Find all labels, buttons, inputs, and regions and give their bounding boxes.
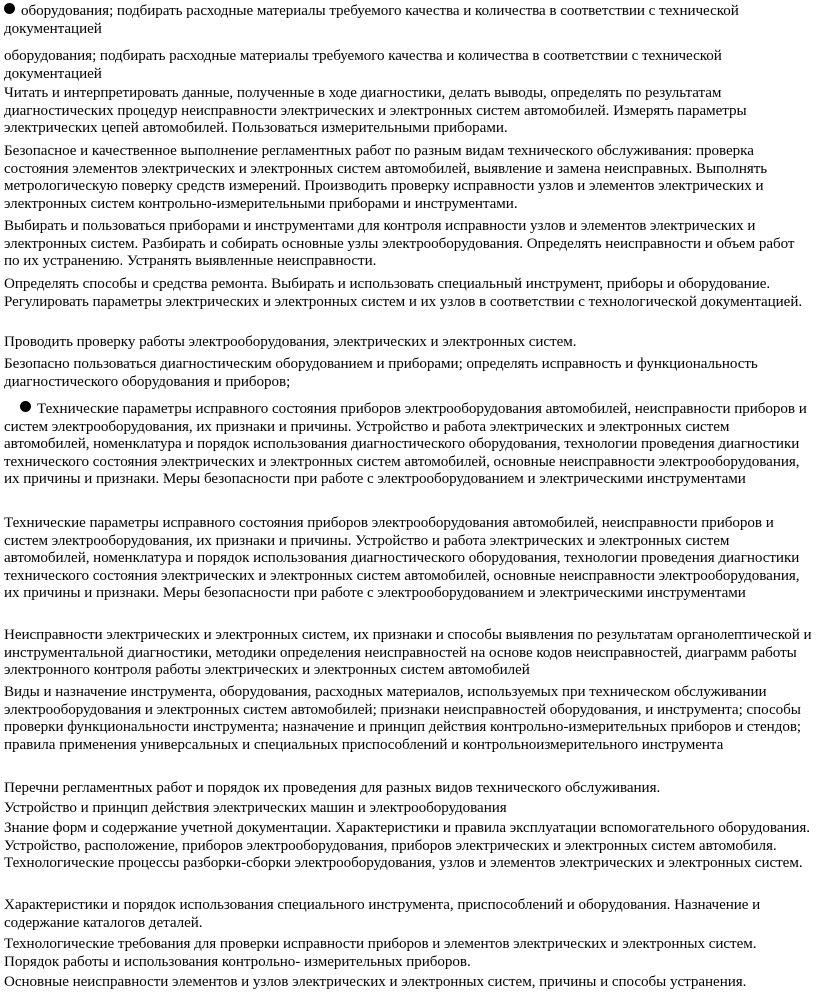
paragraph-s1-2: оборудования; подбирать расходные материалы требуемого качества и количества в соответствии с технической документацией xyxy=(4,48,722,82)
paragraph-text: оборудования; подбирать расходные материалы требуемого качества и количества в соответствии с технической документацией xyxy=(4,3,739,37)
paragraph-s1-3: Читать и интерпретировать данные, полученные в ходе диагностики, делать выводы, определять по результатам диагностических процедур неисправности электрических и электронных систем автомобилей. Измерять параметры электрических цепей автомобилей. Пользоваться измерительными приборами. xyxy=(4,85,747,137)
paragraph-s1-5: Выбирать и пользоваться приборами и инструментами для контроля исправности узлов и элементов электрических и электронных систем. Разбирать и собирать основные узлы электрооборудования. Определять неисправности и объем работ по их устранению. Устранять выявленные неисправности. xyxy=(4,218,795,270)
paragraph-s2-4: Виды и назначение инструмента, оборудования, расходных материалов, используемых при техническом обслуживании электрооборудования и электронных систем автомобилей; признаки неисправностей оборудования, и инструмента; способы проверки функциональности инструмента; назначение и принцип действия контрольно-измерительных приборов и стендов; правила применения универсальных и специальных приспособлений и контрольноизмерительного инструмента xyxy=(4,684,802,753)
bullet-dot-icon xyxy=(4,3,15,14)
paragraph-s1-1 xyxy=(4,3,812,38)
paragraph-s1-6: Определять способы и средства ремонта. Выбирать и использовать специальный инструмент, приборы и оборудование. Регулировать параметры электрических и электронных систем и их узлов в соответствии с технологической документацией. xyxy=(4,276,803,310)
paragraph-s2-10: Основные неисправности элементов и узлов электрических и электронных систем, причины и способы устранения. xyxy=(4,974,747,990)
paragraph-s2-2: Технические параметры исправного состояния приборов электрооборудования автомобилей, неисправности приборов и систем электрооборудования, их признаки и причины. Устройство и работа электрических и электронных систем автомобилей, номенклатура и порядок использования диагностического оборудования, технологии проведения диагностики технического состояния электрических и электронных систем автомобилей, основные неисправности электрооборудования, их причины и признаки. Меры безопасности при работе с электрооборудованием и электрическими инструментами xyxy=(4,515,800,602)
paragraph-s2-9: Технологические требования для проверки исправности приборов и элементов электрических и электронных систем. Порядок работы и использования контрольно- измерительных приборов. xyxy=(4,936,757,970)
paragraph-s1-7: Проводить проверку работы электрооборудования, электрических и электронных систем. xyxy=(4,334,577,350)
paragraph-s1-8: Безопасно пользоваться диагностическим оборудованием и приборами; определять исправность и функциональность диагностического оборудования и приборов; xyxy=(4,356,758,390)
paragraph-s1-4: Безопасное и качественное выполнение регламентных работ по разным видам технического обслуживания: проверка состояния элементов электрических и электронных систем автомобилей, выявление и замена неисправных. Выполнять метрологическую поверку средств измерений. Производить проверку исправности узлов и элементов электрических и электронных систем контрольно-измерительными приборами и инструментами. xyxy=(4,143,768,212)
paragraph-s2-3: Неисправности электрических и электронных систем, их признаки и способы выявления по результатам органолептической и инструментальной диагностики, методики определения неисправностей на основе кодов неисправностей, диаграмм работы электронного контроля работы электрических и электронных систем автомобилей xyxy=(4,627,812,679)
paragraph-s2-5: Перечни регламентных работ и порядок их проведения для разных видов технического обслуживания. xyxy=(4,780,661,796)
paragraph-text: Технические параметры исправного состояния приборов электрооборудования автомобилей, неисправности приборов и систем электрооборудования, их признаки и причины. Устройство и работа электрических и электронных систем автомобилей, номенклатура и порядок использования диагностического оборудования, технологии проведения диагностики технического состояния электрических и электронных систем автомобилей, основные неисправности электрооборудования, их причины и признаки. Меры безопасности при работе с электрооборудованием и электрическими инструментами xyxy=(4,401,807,488)
paragraph-s2-6: Устройство и принцип действия электрических машин и электрооборудования xyxy=(4,800,507,816)
paragraph-s2-7: Знание форм и содержание учетной документации. Характеристики и правила эксплуатации вспомогательного оборудования. Устройство, расположение, приборов электрооборудования, приборов электрических и электронных систем автомобиля. Технологические процессы разборки-сборки электрооборудования, узлов и элементов электрических и электронных систем. xyxy=(4,820,811,872)
paragraph-s2-1 xyxy=(4,401,812,489)
bullet-dot-icon xyxy=(20,401,31,412)
paragraph-s2-8: Характеристики и порядок использования специального инструмента, приспособлений и оборудования. Назначение и содержание каталогов деталей. xyxy=(4,897,761,931)
